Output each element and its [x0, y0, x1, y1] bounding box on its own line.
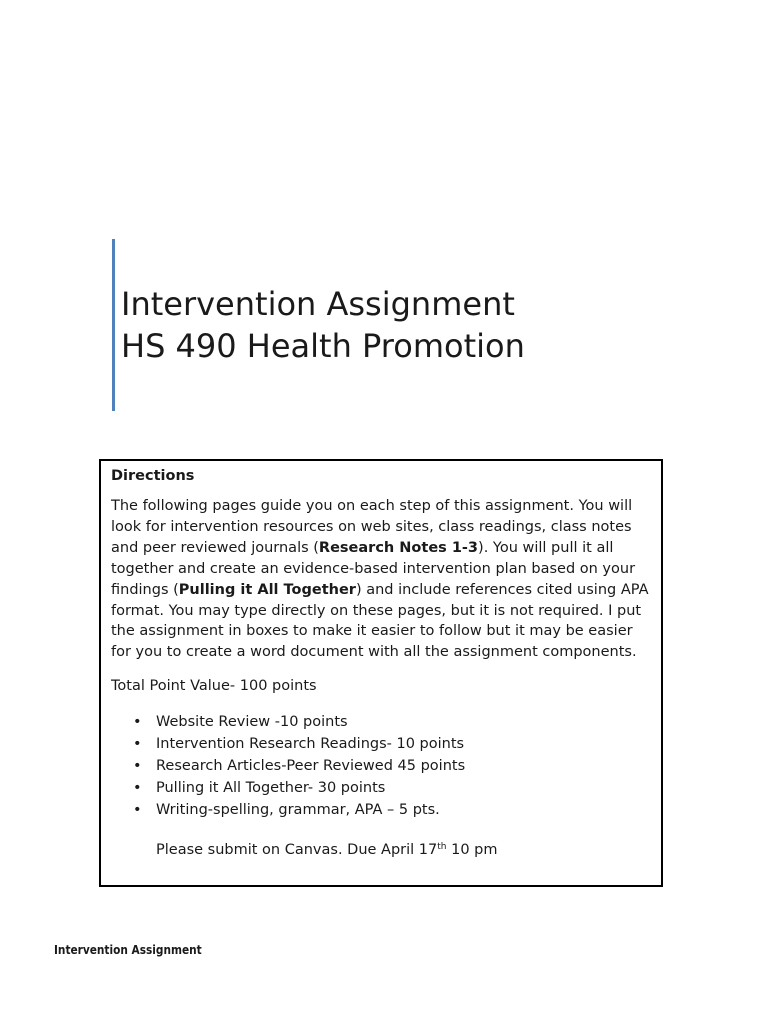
total-point-value: Total Point Value- 100 points [111, 678, 317, 695]
list-item [111, 711, 651, 733]
footer-label: Intervention Assignment [54, 943, 202, 957]
submission-instructions [156, 840, 651, 860]
due-time: 10 pm [446, 842, 498, 859]
list-item [111, 777, 651, 799]
bullet-icon: • [133, 736, 142, 753]
directions-text-1: The following pages guide you on each step of this assignment. You will look for intervention resources on web sites, class readings, class notes and peer reviewed journals ( [111, 498, 633, 556]
document-title: Intervention Assignment [121, 285, 515, 323]
directions-text-2: ). You will pull it all together and create an evidence-based intervention plan based on your findings ( [111, 539, 636, 598]
bullet-icon: • [133, 802, 142, 819]
directions-heading: Directions [111, 468, 195, 484]
directions-paragraph [111, 496, 651, 663]
components-list [111, 711, 651, 821]
title-accent-bar [112, 239, 115, 411]
research-notes-emphasis: Research Notes 1-3 [318, 539, 479, 556]
pulling-together-emphasis: Pulling it All Together [178, 581, 356, 598]
list-item [111, 755, 651, 777]
date-ordinal: th [437, 842, 447, 853]
list-item [111, 799, 651, 821]
bullet-icon: • [133, 780, 142, 797]
bullet-icon: • [133, 714, 142, 731]
directions-text-3: ) and include references cited using APA format. You may type directly on these pages, but it is not required. I put the assignment in boxes to make it easier to follow but it may be easier for you to create a word document with all the assignment components. [111, 581, 649, 661]
bullet-icon: • [133, 758, 142, 775]
course-title: HS 490 Health Promotion [121, 327, 525, 365]
component-label: Intervention Research Readings- 10 points [156, 736, 465, 753]
list-item [111, 733, 651, 755]
component-label: Website Review -10 points [156, 714, 348, 731]
component-label: Research Articles-Peer Reviewed 45 points [156, 758, 466, 775]
component-label: Pulling it All Together- 30 points [156, 780, 386, 797]
directions-box [99, 459, 663, 887]
submit-text: Please submit on Canvas. Due April 17 [156, 842, 438, 859]
component-label: Writing-spelling, grammar, APA – 5 pts. [156, 802, 440, 819]
title-block [121, 283, 721, 367]
